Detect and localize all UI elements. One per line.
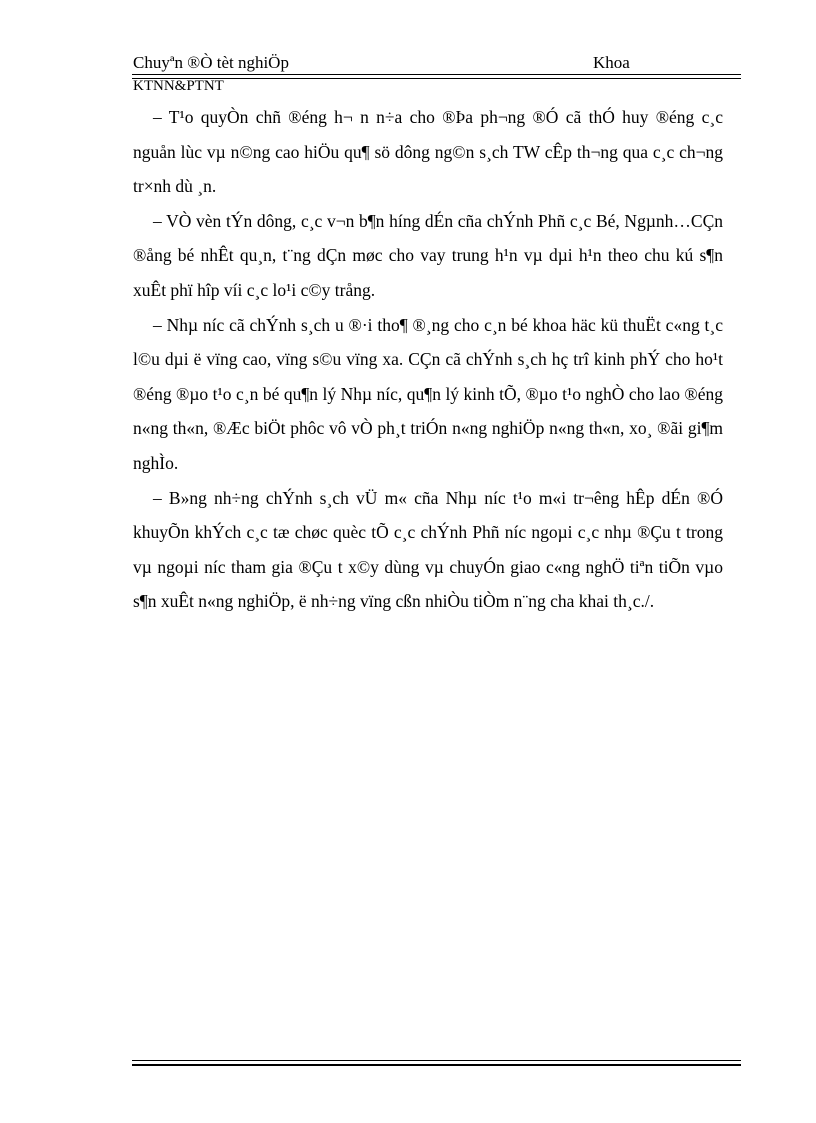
footer-divider — [132, 1060, 741, 1066]
paragraph-3: – Nhµ níc cã chÝnh s¸ch u ®·i tho¶ ®¸ng cho c¸n bé khoa häc kü thuËt c«ng t¸c l©u dµi ë vïng cao, vïng s©u vïng xa. CÇn cã chÝnh s¸ch hç trî kinh phÝ cho ho¹t ®éng ®µo t¹o c¸n bé qu¶n lý Nhµ níc, qu¶n lý kinh tÕ, ®µo t¹o nghÒ cho lao ®éng n«ng th«n, ®Æc biÖt phôc vô vÒ ph¸t triÓn n«ng nghiÖp n«ng th«n, xo¸ ®ãi gi¶m nghÌo. — [133, 314, 723, 473]
header-dept-code: KTNN&PTNT — [133, 78, 224, 94]
paragraph-2: – VÒ vèn tÝn dông, c¸c v¬n b¶n híng dÉn cña chÝnh Phñ c¸c Bé, Ngµnh…CÇn ®ång bé nhÊt qu¸n, t¨ng dÇn møc cho vay trung h¹n vµ dµi h¹n theo chu kú s¶n xuÊt phï hîp víi c¸c lo¹i c©y trång. — [133, 210, 723, 300]
paragraph-4: – B»ng nh÷ng chÝnh s¸ch vÜ m« cña Nhµ níc t¹o m«i tr¬êng hÊp dÉn ®Ó khuyÕn khÝch c¸c tæ chøc quèc tÕ c¸c chÝnh Phñ níc ngoµi c¸c nhµ ®Çu t trong vµ ngoµi níc tham gia ®Çu t x©y dùng vµ chuyÓn giao c«ng nghÖ tiªn tiÕn vµo s¶n xuÊt n«ng nghiÖp, ë nh÷ng vïng cßn nhiÒu tiÒm n¨ng cha khai th¸c./. — [133, 487, 723, 612]
header-title: Chuyªn ®Ò tèt nghiÖp — [133, 53, 289, 72]
paragraph-1: – T¹o quyÒn chñ ®éng h¬ n n÷a cho ®Þa ph¬ng ®Ó cã thÓ huy ®éng c¸c nguån lùc vµ n©ng cao hiÖu qu¶ sö dông ng©n s¸ch TW cÊp th¬ng qua c¸c ch¬ng tr×nh dù ¸n. — [133, 107, 723, 197]
document-body — [133, 100, 723, 619]
header-dept-label: Khoa — [593, 53, 630, 72]
